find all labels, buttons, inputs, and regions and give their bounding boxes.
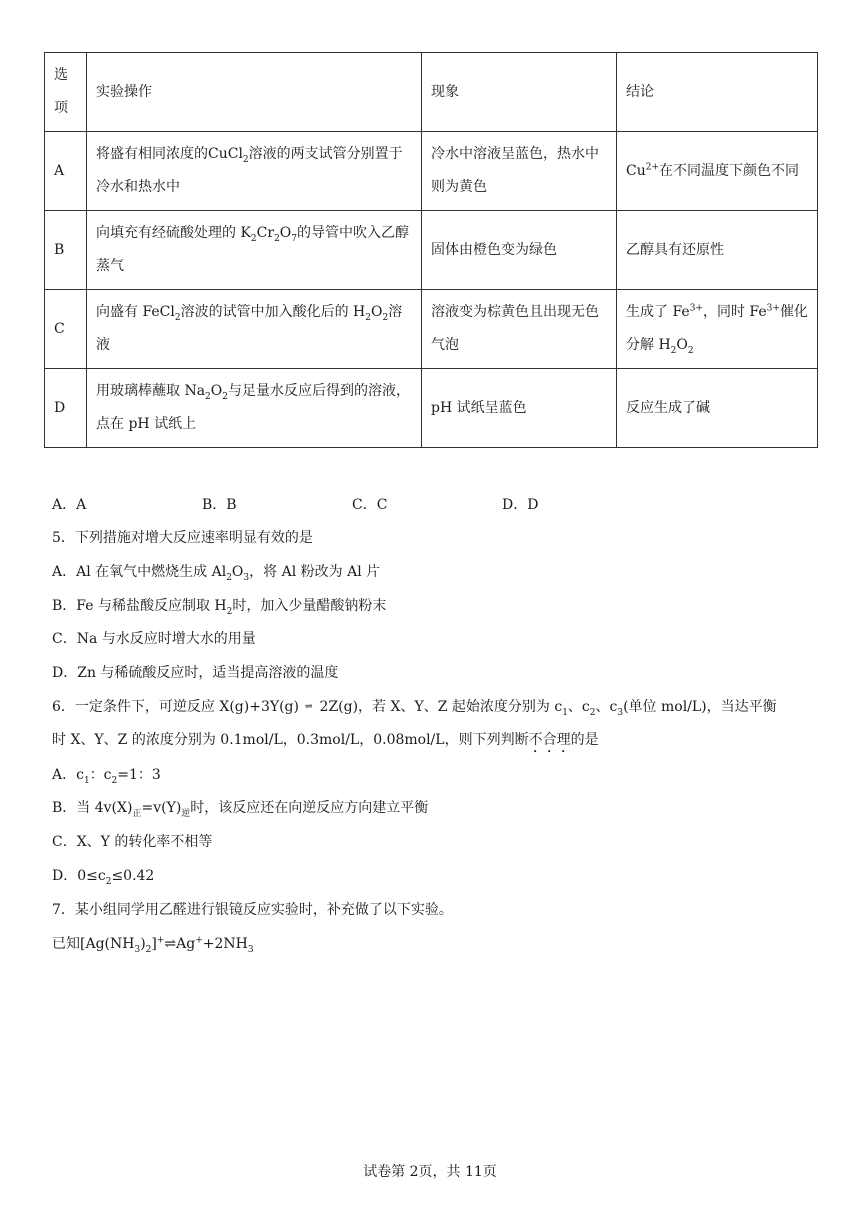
row-label: A [45,132,87,211]
row-label: B [45,211,87,290]
row-operation: 向填充有经硫酸处理的 $K_2Cr_2O_7$的导管中吹入乙醇蒸气 [87,211,422,290]
q6-stem-line1: 6．一定条件下，可逆反应 X(g)+3Y(g) ⇌ 2Z(g)，若 X、Y、Z 起始浓度分别为 $c_1$、$c_2$、$c_3$(单位 mol/L)，当达平衡 [52,699,777,718]
header-option: 选项 [45,53,87,132]
row-operation: 将盛有相同浓度的CuCl$_2$溶液的两支试管分别置于冷水和热水中 [87,132,422,211]
row-conclusion: 乙醇具有还原性 [617,211,818,290]
equilibrium-arrow-icon: ⇌ [304,702,314,712]
q6-option-a: A．$c_1$：$c_2=1$：3 [52,767,161,786]
q4-option-d: D．D [502,497,539,513]
q4-option-c: C．C [352,497,388,513]
q5-option-d: D．Zn 与稀硫酸反应时，适当提高溶液的温度 [52,665,339,681]
row-phenomenon: 冷水中溶液呈蓝色，热水中则为黄色 [422,132,617,211]
row-operation: 用玻璃棒蘸取 $Na_2O_2$与足量水反应后得到的溶液，点在 pH 试纸上 [87,369,422,448]
table-row [45,211,818,290]
row-conclusion: $Cu^{2+}$在不同温度下颜色不同 [617,132,818,211]
q6-option-d: D．$0\le c_2\le 0.42$ [52,868,155,887]
row-conclusion: 生成了 $Fe^{3+}$，同时 $Fe^{3+}$催化分解 $H_2O_2$ [617,290,818,369]
q5-stem: 5．下列措施对增大反应速率明显有效的是 [52,530,313,546]
emphasis-text: 不合理 [528,732,571,748]
experiment-table [44,52,818,448]
table-header-row [45,53,818,132]
row-phenomenon: pH 试纸呈蓝色 [422,369,617,448]
header-operation: 实验操作 [87,53,422,132]
row-label: C [45,290,87,369]
header-phenomenon: 现象 [422,53,617,132]
q6-stem-line2: 时 X、Y、Z 的浓度分别为 0.1mol/L，0.3mol/L，0.08mol/L，则下列判断不合理的是 [52,732,599,748]
q5-option-c: C．Na 与水反应时增大水的用量 [52,631,256,647]
row-phenomenon: 溶液变为棕黄色且出现无色气泡 [422,290,617,369]
q7-known: 已知$[Ag(NH_3)_2]^+\rightleftharpoons Ag^++2NH_3$ [52,935,254,955]
q7-stem: 7．某小组同学用乙醛进行银镜反应实验时，补充做了以下实验。 [52,902,453,918]
table-row [45,132,818,211]
q5-option-b: B．Fe 与稀盐酸反应制取 $H_2$时，加入少量醋酸钠粉末 [52,598,387,617]
q4-option-b: B．B [202,497,237,513]
q5-option-a: A．Al 在氧气中燃烧生成 $Al_2O_3$，将 Al 粉改为 Al 片 [52,564,381,583]
row-conclusion: 反应生成了碱 [617,369,818,448]
q6-option-b: B．当 $4v(X)_正=v(Y)_逆$时，该反应还在向逆反应方向建立平衡 [52,800,429,819]
row-operation: 向盛有 FeCl$_2$溶波的试管中加入酸化后的 $H_2O_2$溶液 [87,290,422,369]
header-conclusion: 结论 [617,53,818,132]
q4-option-a: A．A [52,497,87,513]
table-row [45,290,818,369]
row-phenomenon: 固体由橙色变为绿色 [422,211,617,290]
page-footer: 试卷第 2页，共 11页 [363,1164,497,1180]
q6-option-c: C．X、Y 的转化率不相等 [52,834,213,850]
table-row [45,369,818,448]
row-label: D [45,369,87,448]
